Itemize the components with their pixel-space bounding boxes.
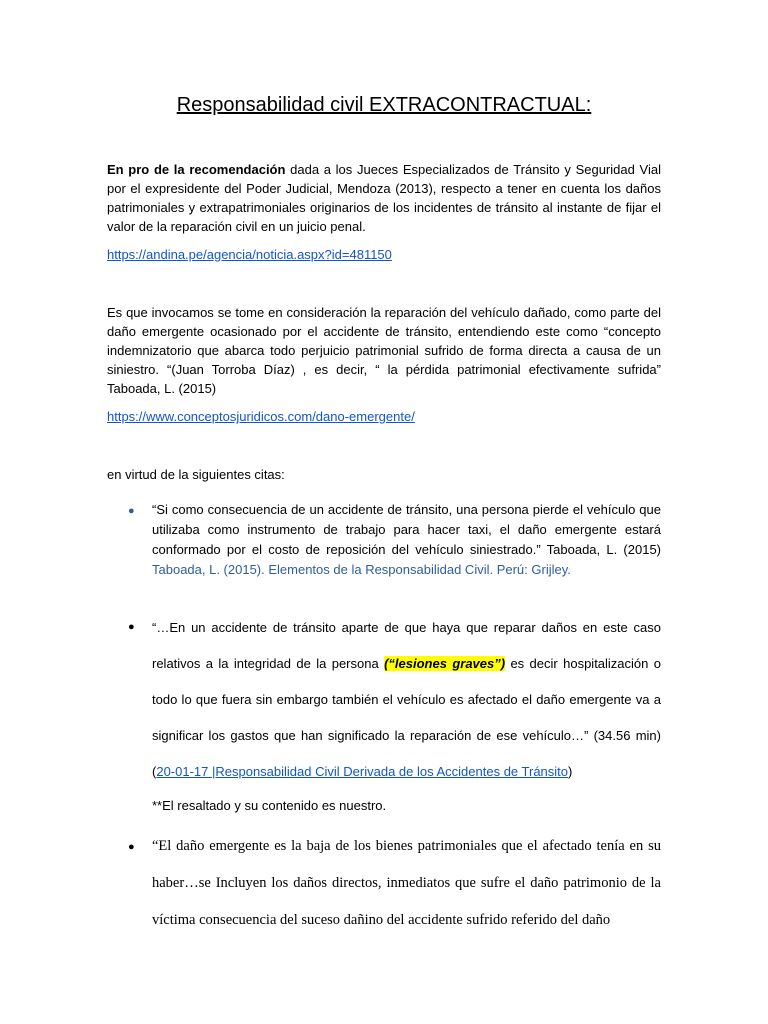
document-title: Responsabilidad civil EXTRACONTRACTUAL: [176, 94, 592, 116]
paragraph-recommendation [107, 160, 661, 236]
paragraph-lead-bold: En pro de la recomendación [107, 162, 286, 177]
conceptosjuridicos-link[interactable]: https://www.conceptosjuridicos.com/dano-emergente/ [107, 409, 415, 424]
quote-accidente [152, 610, 661, 790]
link-conceptos-row [107, 407, 661, 426]
link-andina-row [107, 245, 661, 264]
andina-link[interactable]: https://andina.pe/agencia/noticia.aspx?id=481150 [107, 247, 392, 262]
paragraph-body: dada a los Jueces Especializados de Tránsito y Seguridad Vial por el expresidente del Poder Judicial, Mendoza (2013), respecto a tener en cuenta los daños patrimoniales y extrapatrimoniales originarios de los incidentes de tránsito al instante de fijar el valor de la reparación civil en un juicio penal. [107, 162, 661, 234]
quote-baja-bienes: “El daño emergente es la baja de los bienes patrimoniales que el afectado tenía en su haber…se Incluyen los daños directos, inmediatos que sufre el daño patrimonio de la víctima consecuencia del suceso dañino del accidente sufrido referido del daño [152, 838, 661, 928]
quote-accidente-text: “…En un accidente de tránsito aparte de que haya que reparar daños en este caso relativos a la integridad de la persona [152, 620, 661, 671]
video-reference-link[interactable]: 20-01-17 |Responsabilidad Civil Derivada de los Accidentes de Tránsito [156, 764, 569, 779]
citations-intro: en virtud de la siguientes citas: [107, 467, 285, 482]
highlighted-lesiones-graves: (“lesiones graves”) [384, 656, 506, 671]
emphasis-note: **El resaltado y su contenido es nuestro. [152, 798, 387, 813]
bullet-icon: ● [128, 505, 135, 517]
quote-taboada-reference: Taboada, L. (2015). Elementos de la Responsabilidad Civil. Perú: Grijley. [152, 562, 571, 577]
quote-taboada [152, 500, 661, 580]
quote-taboada-text: “Si como consecuencia de un accidente de tránsito, una persona pierde el vehículo que utilizaba como instrumento de trabajo para hacer taxi, el daño emergente estará conformado por el costo de reposición del vehículo siniestrado.” Taboada, L. (2015) [152, 502, 661, 557]
quote-accidente-text-cont: es decir hospitalización o todo lo que fuera sin embargo también el vehículo es afectado el daño emergente va a significar los gastos que han significado la reparación de ese vehículo…” (34.56 min) ( [152, 656, 661, 779]
paragraph-dano-emergente: Es que invocamos se tome en consideración la reparación del vehículo dañado, como parte del daño emergente ocasionado por el accidente de tránsito, entendiendo este como “concepto indemnizatorio que abarca todo perjuicio patrimonial sufrido de forma directa a causa de un siniestro. “(Juan Torroba Díaz) , es decir, “ la pérdida patrimonial efectivamente sufrida” Taboada, L. (2015) [107, 305, 661, 396]
bullet-icon: ● [128, 621, 135, 633]
closing-paren: ) [568, 764, 573, 779]
bullet-icon: ● [128, 841, 135, 853]
